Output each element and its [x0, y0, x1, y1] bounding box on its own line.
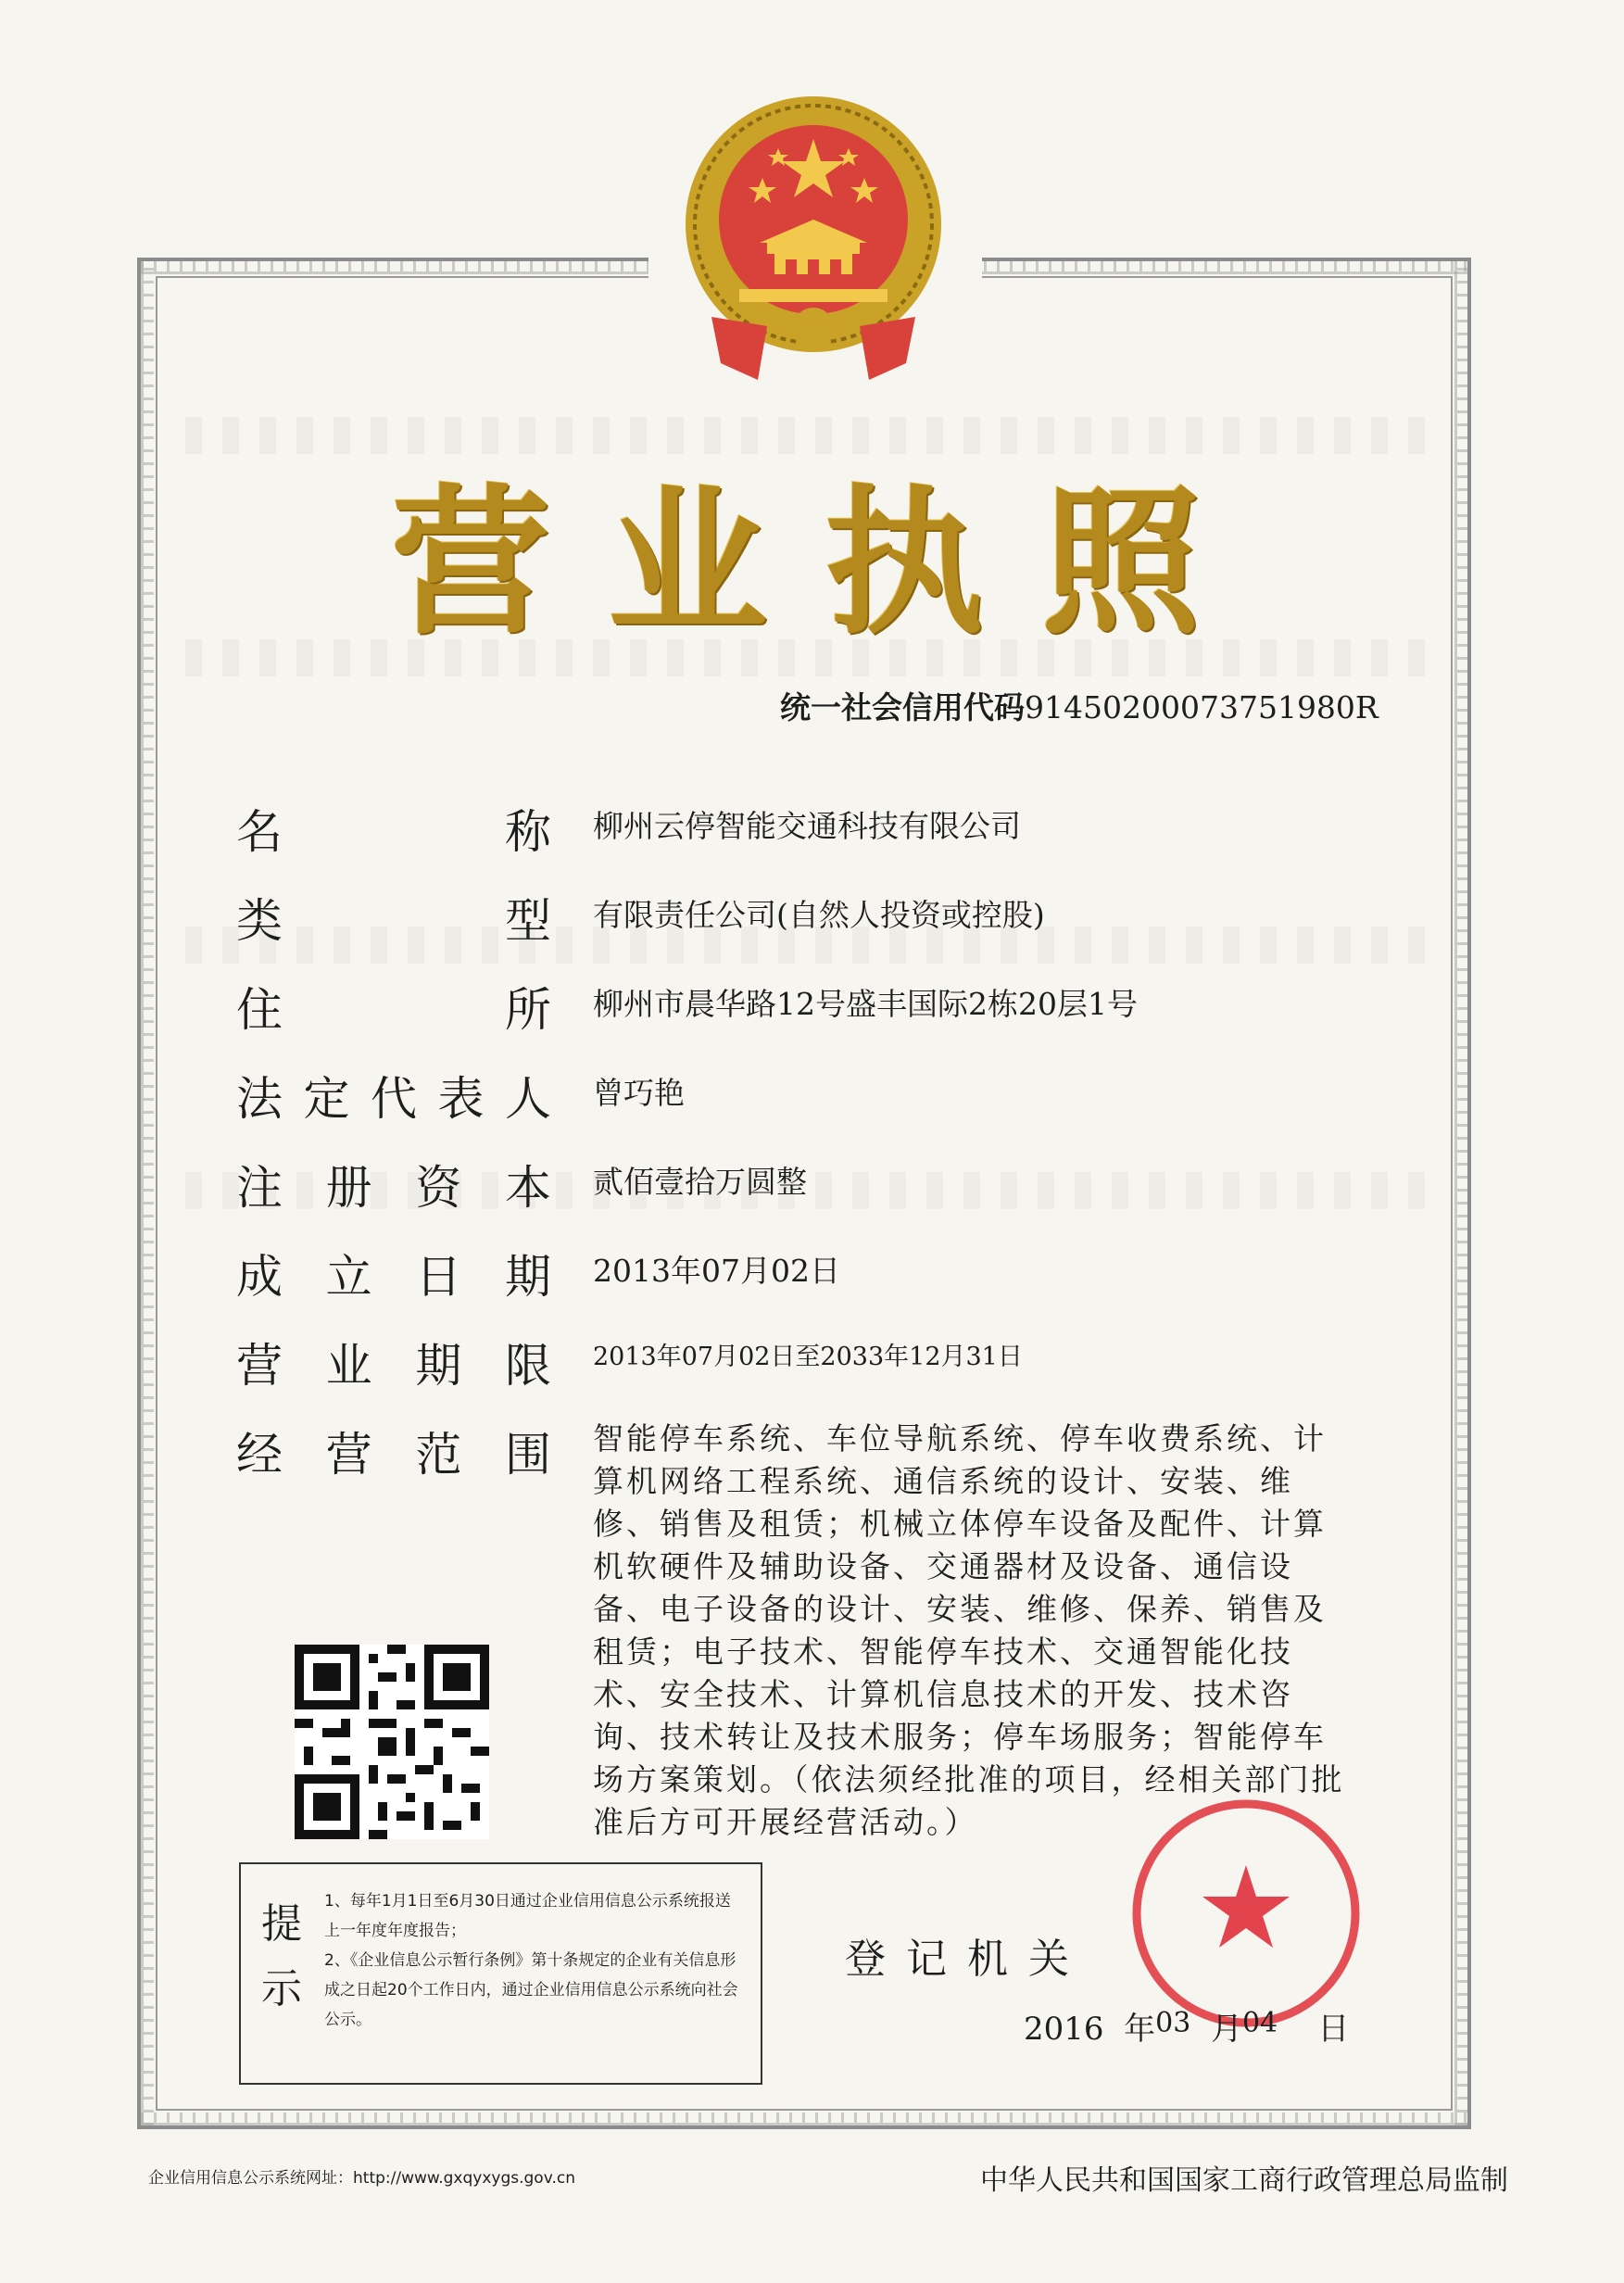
notice-items	[324, 1886, 741, 2035]
issue-day: 04	[1241, 2007, 1278, 2039]
issue-month-unit: 月	[1210, 2011, 1242, 2048]
field-label: 法定代表人	[236, 1072, 551, 1126]
field-label: 类型	[236, 894, 551, 948]
issue-date	[1024, 2003, 1349, 2049]
issue-month: 03	[1155, 2007, 1191, 2039]
issue-year: 2016	[1024, 2011, 1104, 2048]
official-seal-icon	[1126, 1793, 1366, 2034]
notice-item: 2、《企业信息公示暂行条例》第十条规定的企业有关信息形成之日起20个工作日内，通过企业信用信息公示系统向社会公示。	[324, 1951, 738, 2029]
field-label: 注册资本	[236, 1161, 551, 1215]
issue-day-unit: 日	[1317, 2011, 1350, 2048]
field-label: 住所	[236, 983, 551, 1037]
registration-authority-label: 登记机关	[845, 1936, 1089, 1983]
footer-supervisor: 中华人民共和国国家工商行政管理总局监制	[980, 2164, 1508, 2197]
credit-code-value: 91450200073751980R	[1025, 689, 1379, 725]
notice-box	[239, 1862, 762, 2085]
credit-code	[780, 684, 1379, 727]
credit-code-label: 统一社会信用代码	[780, 689, 1025, 725]
field-label: 经营范围	[236, 1428, 551, 1482]
notice-item: 1、每年1月1日至6月30日通过企业信用信息公示系统报送上一年度年度报告；	[324, 1892, 731, 1940]
field-label: 名称	[236, 805, 551, 859]
qr-code-icon[interactable]	[295, 1645, 489, 1839]
footer-website	[148, 2164, 575, 2188]
footer-website-url[interactable]: http://www.gxqyxygs.gov.cn	[353, 2169, 575, 2188]
field-label: 营业期限	[236, 1339, 551, 1393]
notice-title: 提示	[261, 1900, 302, 2012]
national-emblem-icon	[674, 85, 952, 391]
document-title: 营业执照	[391, 470, 1258, 656]
field-value: 有限责任公司(自然人投资或控股)	[593, 897, 1045, 933]
field-value: 2013年07月02日至2033年12月31日	[593, 1343, 1023, 1371]
field-value: 柳州市晨华路12号盛丰国际2栋20层1号	[593, 986, 1138, 1022]
field-label: 成立日期	[236, 1250, 551, 1304]
field-value: 曾巧艳	[593, 1075, 685, 1111]
field-value: 贰佰壹拾万圆整	[593, 1164, 807, 1200]
issue-year-unit: 年	[1124, 2011, 1156, 2048]
business-scope-text: 智能停车系统、车位导航系统、停车收费系统、计算机网络工程系统、通信系统的设计、安装、维修、销售及租赁；机械立体停车设备及配件、计算机软硬件及辅助设备、交通器材及设备、通信设备、电子设备的设计、安装、维修、保养、销售及租赁；电子技术、智能停车技术、交通智能化技术、安全技术、计算机信息技术的开发、技术咨询、技术转让及技术服务；停车场服务；智能停车场方案策划。（依法须经批准的项目，经相关部门批准后方可开展经营活动。）	[593, 1420, 1345, 1840]
field-value: 2013年07月02日	[593, 1253, 840, 1289]
footer-website-label: 企业信用信息公示系统网址：	[148, 2169, 353, 2188]
field-value: 柳州云停智能交通科技有限公司	[593, 808, 1021, 844]
